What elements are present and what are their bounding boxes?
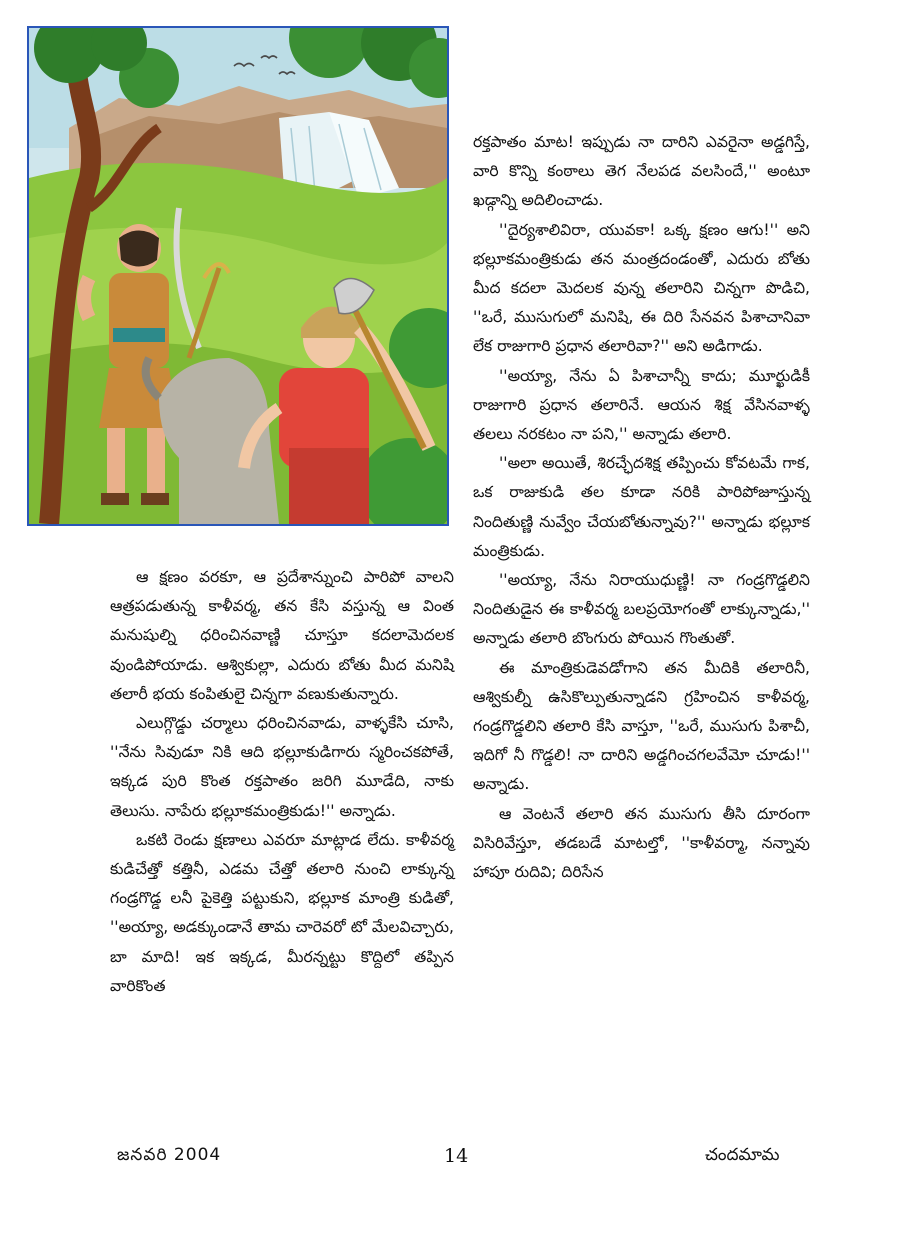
- page-number: 14: [444, 1145, 469, 1167]
- left-text-column: [110, 563, 454, 1001]
- paragraph: ''అలా అయితే, శిరచ్ఛేదశిక్ష తప్పించు కోవటమే గాక, ఒక రాజుకుడి తల కూడా నరికి పారిపోజూస్తున్న నిందితుణ్ణి నువ్వేం చేయబోతున్నావు?'' అన్నాడు భల్లూక మంత్రికుడు.: [473, 454, 810, 560]
- story-illustration: [27, 26, 449, 526]
- paragraph: ఈ మాంత్రికుడెవడోగాని తన మీదికి తలారినీ, ఆశ్వికుల్నీ ఉసికొల్పుతున్నాడని గ్రహించిన కాళీవర్మ, గండ్రగొడ్డలిని తలారి కేసి వాస్తూ, ''ఒరే, ముసుగు పిశాచీ, ఇదిగో నీ గొడ్డలి! నా దారిని అడ్డగించగలవేమో చూడు!'' అన్నాడు.: [473, 658, 810, 794]
- paragraph: ''దైర్యశాలివిరా, యువకా! ఒక్క క్షణం ఆగు!'' అని భల్లూకమంత్రికుడు తన మంత్రదండంతో, ఎదురు బోతు మీద కదలా మెదలక వున్న తలారిని చిన్నగా పొడిచి, ''ఒరే, ముసుగులో మనిషి, ఈ దిరి సేనవన పిశాచానివా లేక రాజుగారి ప్రధాన తలారివా?'' అని అడిగాడు.: [473, 220, 810, 356]
- footer-month-year: జనవరి 2004: [117, 1145, 222, 1165]
- paragraph: ''అయ్యా, నేను నిరాయుధుణ్ణి! నా గండ్రగొడ్డలిని నిందితుడైన ఈ కాళీవర్మ బలప్రయోగంతో లాక్కున్నాడు,'' అన్నాడు తలారి బొంగురు పోయిన గొంతుతో.: [473, 571, 810, 648]
- right-text-column: [473, 128, 810, 887]
- paragraph: ఎలుగ్గొడ్డు చర్మాలు ధరించినవాడు, వాళ్ళకేసి చూసి, ''నేను సివుడూ నికి ఆది భల్లూకుడిగారు స్మరించకపోతే, ఇక్కడ పురి కొంత రక్తపాతం జరిగి మూడేది, నాకు తెలుసు. నాపేరు భల్లూకమంత్రికుడు!'' అన్నాడు.: [110, 714, 454, 820]
- paragraph: ''అయ్యా, నేను ఏ పిశాచాన్నీ కాదు; మూర్ఖుడికీ రాజుగారి ప్రధాన తలారినే. ఆయన శిక్ష వేసినవాళ్ళ తలలు నరకటం నా పని,'' అన్నాడు తలారి.: [473, 366, 810, 444]
- paragraph: రక్తపాతం మాట! ఇప్పుడు నా దారిని ఎవరైనా అడ్డగిస్తే, వారి కొన్ని కంఠాలు తెగ నేలపడ వలసిందే,'' అంటూ ఖడ్గాన్ని అదిలించాడు.: [473, 133, 810, 210]
- illustration-svg: [29, 28, 447, 524]
- magazine-name: చందమామ: [705, 1145, 780, 1165]
- paragraph: ఆ వెంటనే తలారి తన ముసుగు తీసి దూరంగా విసిరివేస్తూ, తడబడే మాటల్తో, ''కాళీవర్మా, నన్నావు హాపూ రుదివి; దిరిసేన: [473, 804, 810, 882]
- paragraph: ఒకటి రెండు క్షణాలు ఎవరూ మాట్లాడ లేదు. కాళీవర్మ కుడిచేత్తో కత్తినీ, ఎడమ చేత్తో తలారి నుంచి లాక్కున్న గండ్రగొడ్డ లనీ పైకెత్తి పట్టుకుని, భల్లూక మాంత్రి కుడితో, ''అయ్యా, అడక్కుండానే తామ చారెవరో టో మేలవిచ్చారు, బా మాది! ఇక ఇక్కడ, మీరన్నట్టు కొద్దిలో తప్పిన వారికొంత: [110, 830, 454, 995]
- paragraph: ఆ క్షణం వరకూ, ఆ ప్రదేశాన్నుంచి పారిపో వాలని ఆత్రపడుతున్న కాళీవర్మ, తన కేసి వస్తున్న ఆ వింత మనుషుల్ని ధరించినవాణ్ణి చూస్తూ కదలామెదలక వుండిపోయాడు. ఆశ్వికుల్లా, ఎదురు బోతు మీద మనిషి తలారీ భయ కంపితులై చిన్నగా వణుకుతున్నారు.: [110, 568, 454, 703]
